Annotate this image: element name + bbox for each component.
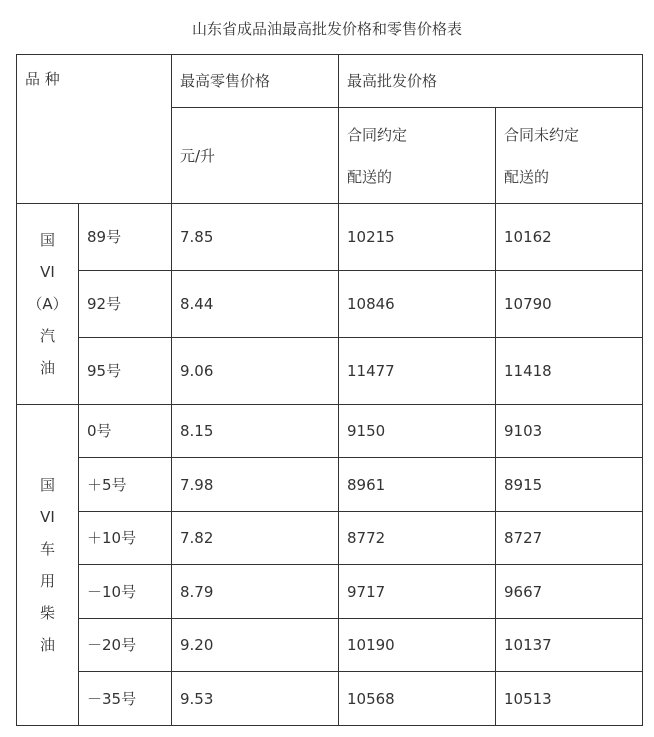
grade-cell: －20号 bbox=[79, 619, 172, 672]
table-row bbox=[17, 512, 643, 565]
no-contract-header-line1: 合同未约定 bbox=[504, 125, 580, 144]
retail-cell: 7.85 bbox=[172, 204, 339, 271]
grade-cell: ＋10号 bbox=[79, 512, 172, 565]
table-row bbox=[17, 405, 643, 458]
contract-cell: 9150 bbox=[339, 405, 496, 458]
table-row bbox=[17, 338, 643, 405]
no-contract-cell: 9667 bbox=[496, 565, 643, 619]
no-contract-cell: 11418 bbox=[496, 338, 643, 405]
retail-cell: 8.15 bbox=[172, 405, 339, 458]
table-row bbox=[17, 458, 643, 512]
contract-cell: 10190 bbox=[339, 619, 496, 672]
contract-cell: 10846 bbox=[339, 271, 496, 338]
gasoline-group-label: 国 VI （A） 汽 油 bbox=[17, 204, 79, 405]
grade-cell: 92号 bbox=[79, 271, 172, 338]
grade-cell: 89号 bbox=[79, 204, 172, 271]
variety-header: 品 种 bbox=[17, 55, 172, 204]
contract-cell: 9717 bbox=[339, 565, 496, 619]
table-row bbox=[17, 204, 643, 271]
contract-cell: 8961 bbox=[339, 458, 496, 512]
contract-header-line2: 配送的 bbox=[347, 167, 393, 186]
no-contract-cell: 8915 bbox=[496, 458, 643, 512]
grade-cell: 0号 bbox=[79, 405, 172, 458]
table-row bbox=[17, 619, 643, 672]
contract-cell: 11477 bbox=[339, 338, 496, 405]
table-title: 山东省成品油最高批发价格和零售价格表 bbox=[191, 20, 462, 38]
grade-cell: －35号 bbox=[79, 672, 172, 726]
no-contract-cell: 10162 bbox=[496, 204, 643, 271]
table-row bbox=[17, 565, 643, 619]
wholesale-header: 最高批发价格 bbox=[339, 55, 643, 108]
no-contract-header bbox=[496, 108, 643, 204]
no-contract-cell: 9103 bbox=[496, 405, 643, 458]
retail-header: 最高零售价格 bbox=[172, 55, 339, 108]
contract-cell: 8772 bbox=[339, 512, 496, 565]
no-contract-cell: 8727 bbox=[496, 512, 643, 565]
contract-cell: 10215 bbox=[339, 204, 496, 271]
diesel-group-label: 国 VI 车 用 柴 油 bbox=[17, 405, 79, 726]
no-contract-cell: 10790 bbox=[496, 271, 643, 338]
grade-cell: ＋5号 bbox=[79, 458, 172, 512]
unit-header: 元/升 bbox=[172, 108, 339, 204]
retail-cell: 9.06 bbox=[172, 338, 339, 405]
retail-cell: 7.82 bbox=[172, 512, 339, 565]
no-contract-cell: 10137 bbox=[496, 619, 643, 672]
price-table bbox=[16, 54, 643, 726]
retail-cell: 8.44 bbox=[172, 271, 339, 338]
no-contract-header-line2: 配送的 bbox=[504, 167, 550, 186]
contract-header bbox=[339, 108, 496, 204]
retail-cell: 7.98 bbox=[172, 458, 339, 512]
grade-cell: －10号 bbox=[79, 565, 172, 619]
grade-cell: 95号 bbox=[79, 338, 172, 405]
contract-cell: 10568 bbox=[339, 672, 496, 726]
no-contract-cell: 10513 bbox=[496, 672, 643, 726]
retail-cell: 9.20 bbox=[172, 619, 339, 672]
contract-header-line1: 合同约定 bbox=[347, 125, 408, 144]
table-row bbox=[17, 271, 643, 338]
table-row bbox=[17, 672, 643, 726]
retail-cell: 9.53 bbox=[172, 672, 339, 726]
retail-cell: 8.79 bbox=[172, 565, 339, 619]
